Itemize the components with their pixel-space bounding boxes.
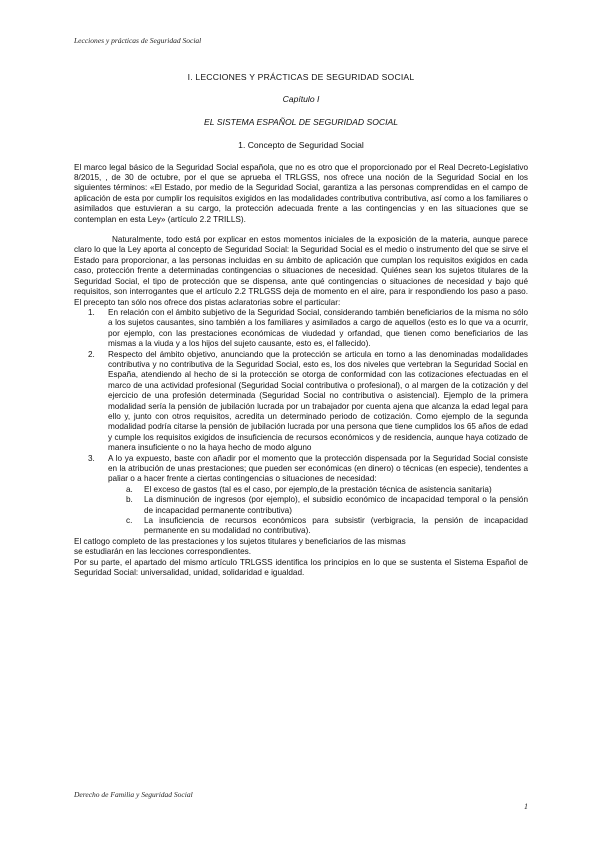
chapter-label: Capítulo I xyxy=(282,94,320,105)
list-item-text: En relación con el ámbito subjetivo de la Seguridad Social, considerando también beneficiarios de la misma no sólo a los sujetos causantes, sino también a los familiares y asimilados a cargo de aquellos (esto es lo que va a ocurrir, por ejemplo, con las prestaciones económicas de viudedad y orfandad, que tienen como beneficiarios de las mismas a la viuda y a los hijos del sujeto causante, esto es, el fallecido). xyxy=(108,307,528,349)
sublist-item-text: El exceso de gastos (tal es el caso, por ejemplo,de la prestación técnica de asistencia sanitaria) xyxy=(144,484,492,494)
running-header: Lecciones y prácticas de Seguridad Social xyxy=(74,36,202,45)
list-item xyxy=(88,453,528,537)
principles-paragraph: Por su parte, el apartado del mismo artículo TRLGSS identifica los principios en lo que se sustenta el Sistema Español de Seguridad Social: universalidad, unidad, solidaridad e igualdad. xyxy=(74,557,528,578)
sublist-item-letter: c. xyxy=(126,516,133,526)
list-item-number: 2. xyxy=(88,349,95,359)
sublist-item xyxy=(126,495,528,516)
intro-paragraph: El marco legal básico de la Seguridad Social española, que no es otro que el proporcionado por el Real Decreto-Legislativo 8/2015, , de 30 de octubre, por el que se aprueba el TRLGSS, nos ofrece una noción de la Seguridad Social en los siguientes términos: «El Estado, por medio de la Seguridad Social, garantiza a las personas comprendidas en el campo de aplicación de esta por cumplir los requisitos exigidos en las modalidades contributiva contributiva, así como a los familiares o asimilados que estuvieran a su cargo, la protección adecuada frente a las contingencias y en las situaciones que se contemplan en esta Ley» (artículo 2.2 TRILLS). xyxy=(74,162,528,224)
numbered-list xyxy=(74,308,528,537)
list-item-text: A lo ya expuesto, baste con añadir por el momento que la protección dispensada por la Seguridad Social consiste en la atribución de unas prestaciones; que pueden ser económicas (en dinero) o técnicas (en especie), tendentes a paliar o a hacer frente a ciertas contingencias o situaciones de necesidad: xyxy=(108,453,528,484)
part-title: I. LECCIONES Y PRÁCTICAS DE SEGURIDAD SOCIAL xyxy=(187,72,415,82)
sublist-item-text: La insuficiencia de recursos económicos para subsistir (verbigracia, la pensión de incapacidad permanente en su modalidad no contributiva). xyxy=(144,516,528,536)
sublist-item-letter: b. xyxy=(126,495,133,505)
sublist-item xyxy=(126,484,528,495)
page-number: 1 xyxy=(524,802,528,811)
list-item xyxy=(88,349,528,454)
section-title: 1. Concepto de Seguridad Social xyxy=(238,140,364,151)
list-item-text: Respecto del ámbito objetivo, anunciando que la protección se articula en torno a las denominadas modalidades contributiva y no contributiva de la Seguridad Social, esto es, los dos niveles que vertebran la Seguridad Social en España, atendiendo al hecho de si la protección se otorga de conformidad con las cotizaciones efectuadas en el marco de una actividad profesional (Seguridad Social contributiva o profesional), o al margen de la cotización y del ejercicio de una profesión determinada (Seguridad Social no contributiva o asistencial). Ejemplo de la primera modalidad sería la pensión de jubilación lucrada por un trabajador por cuenta ajena que alcanza la edad legal para ello y, junto con otros requisitos, acredita un determinado periodo de cotización. Como ejemplo de la segunda modalidad podría citarse la pensión de jubilación lucrada por una persona que tiene cumplidos los 65 años de edad y cumple los requisitos exigidos de insuficiencia de recursos económicos y de residencia, aunque haya cotizado de manera insuficiente o no la haya hecho de modo alguno xyxy=(108,349,528,453)
closing-paragraph-line2: se estudiarán en las lecciones correspondientes. xyxy=(74,547,252,557)
list-item xyxy=(88,307,528,350)
sublist-item xyxy=(126,516,528,537)
document-body xyxy=(74,72,528,578)
list-item-number: 3. xyxy=(88,453,95,463)
lettered-sublist xyxy=(108,485,528,537)
sublist-item-text: La disminución de ingresos (por ejemplo), el subsidio económico de incapacidad temporal o la pensión de incapacidad permanente contributiva) xyxy=(144,495,528,515)
list-item-number: 1. xyxy=(88,307,95,317)
explanation-paragraph: Naturalmente, todo está por explicar en estos momentos iniciales de la exposición de la materia, aunque parece claro lo que la Ley aporta al concepto de Seguridad Social: la Seguridad Social es el medio o instrumento del que se sirve el Estado para proporcionar, a las personas incluidas en su ámbito de aplicación que cumplan los requisitos exigidos en cada caso, protección frente a determinadas contingencias o situaciones de necesidad. Quiénes sean los sujetos titulares de la Seguridad Social, el tipo de protección que se dispensa, ante qué contingencias o situaciones de necesidad y bajo qué requisitos, son interrogantes que el artículo 2.2 TRLGSS deja de momento en el aire, para ir respondiendo los paso a paso. El precepto tan sólo nos ofrece dos pistas aclaratorias sobre el particular: xyxy=(74,235,528,307)
chapter-title: EL SISTEMA ESPAÑOL DE SEGURIDAD SOCIAL xyxy=(203,116,399,127)
sublist-item-letter: a. xyxy=(126,484,133,494)
closing-paragraph-line1: El catlogo completo de las prestaciones y los sujetos titulares y beneficiarios de las mismas xyxy=(74,536,406,546)
running-footer: Derecho de Familia y Seguridad Social xyxy=(74,790,193,799)
